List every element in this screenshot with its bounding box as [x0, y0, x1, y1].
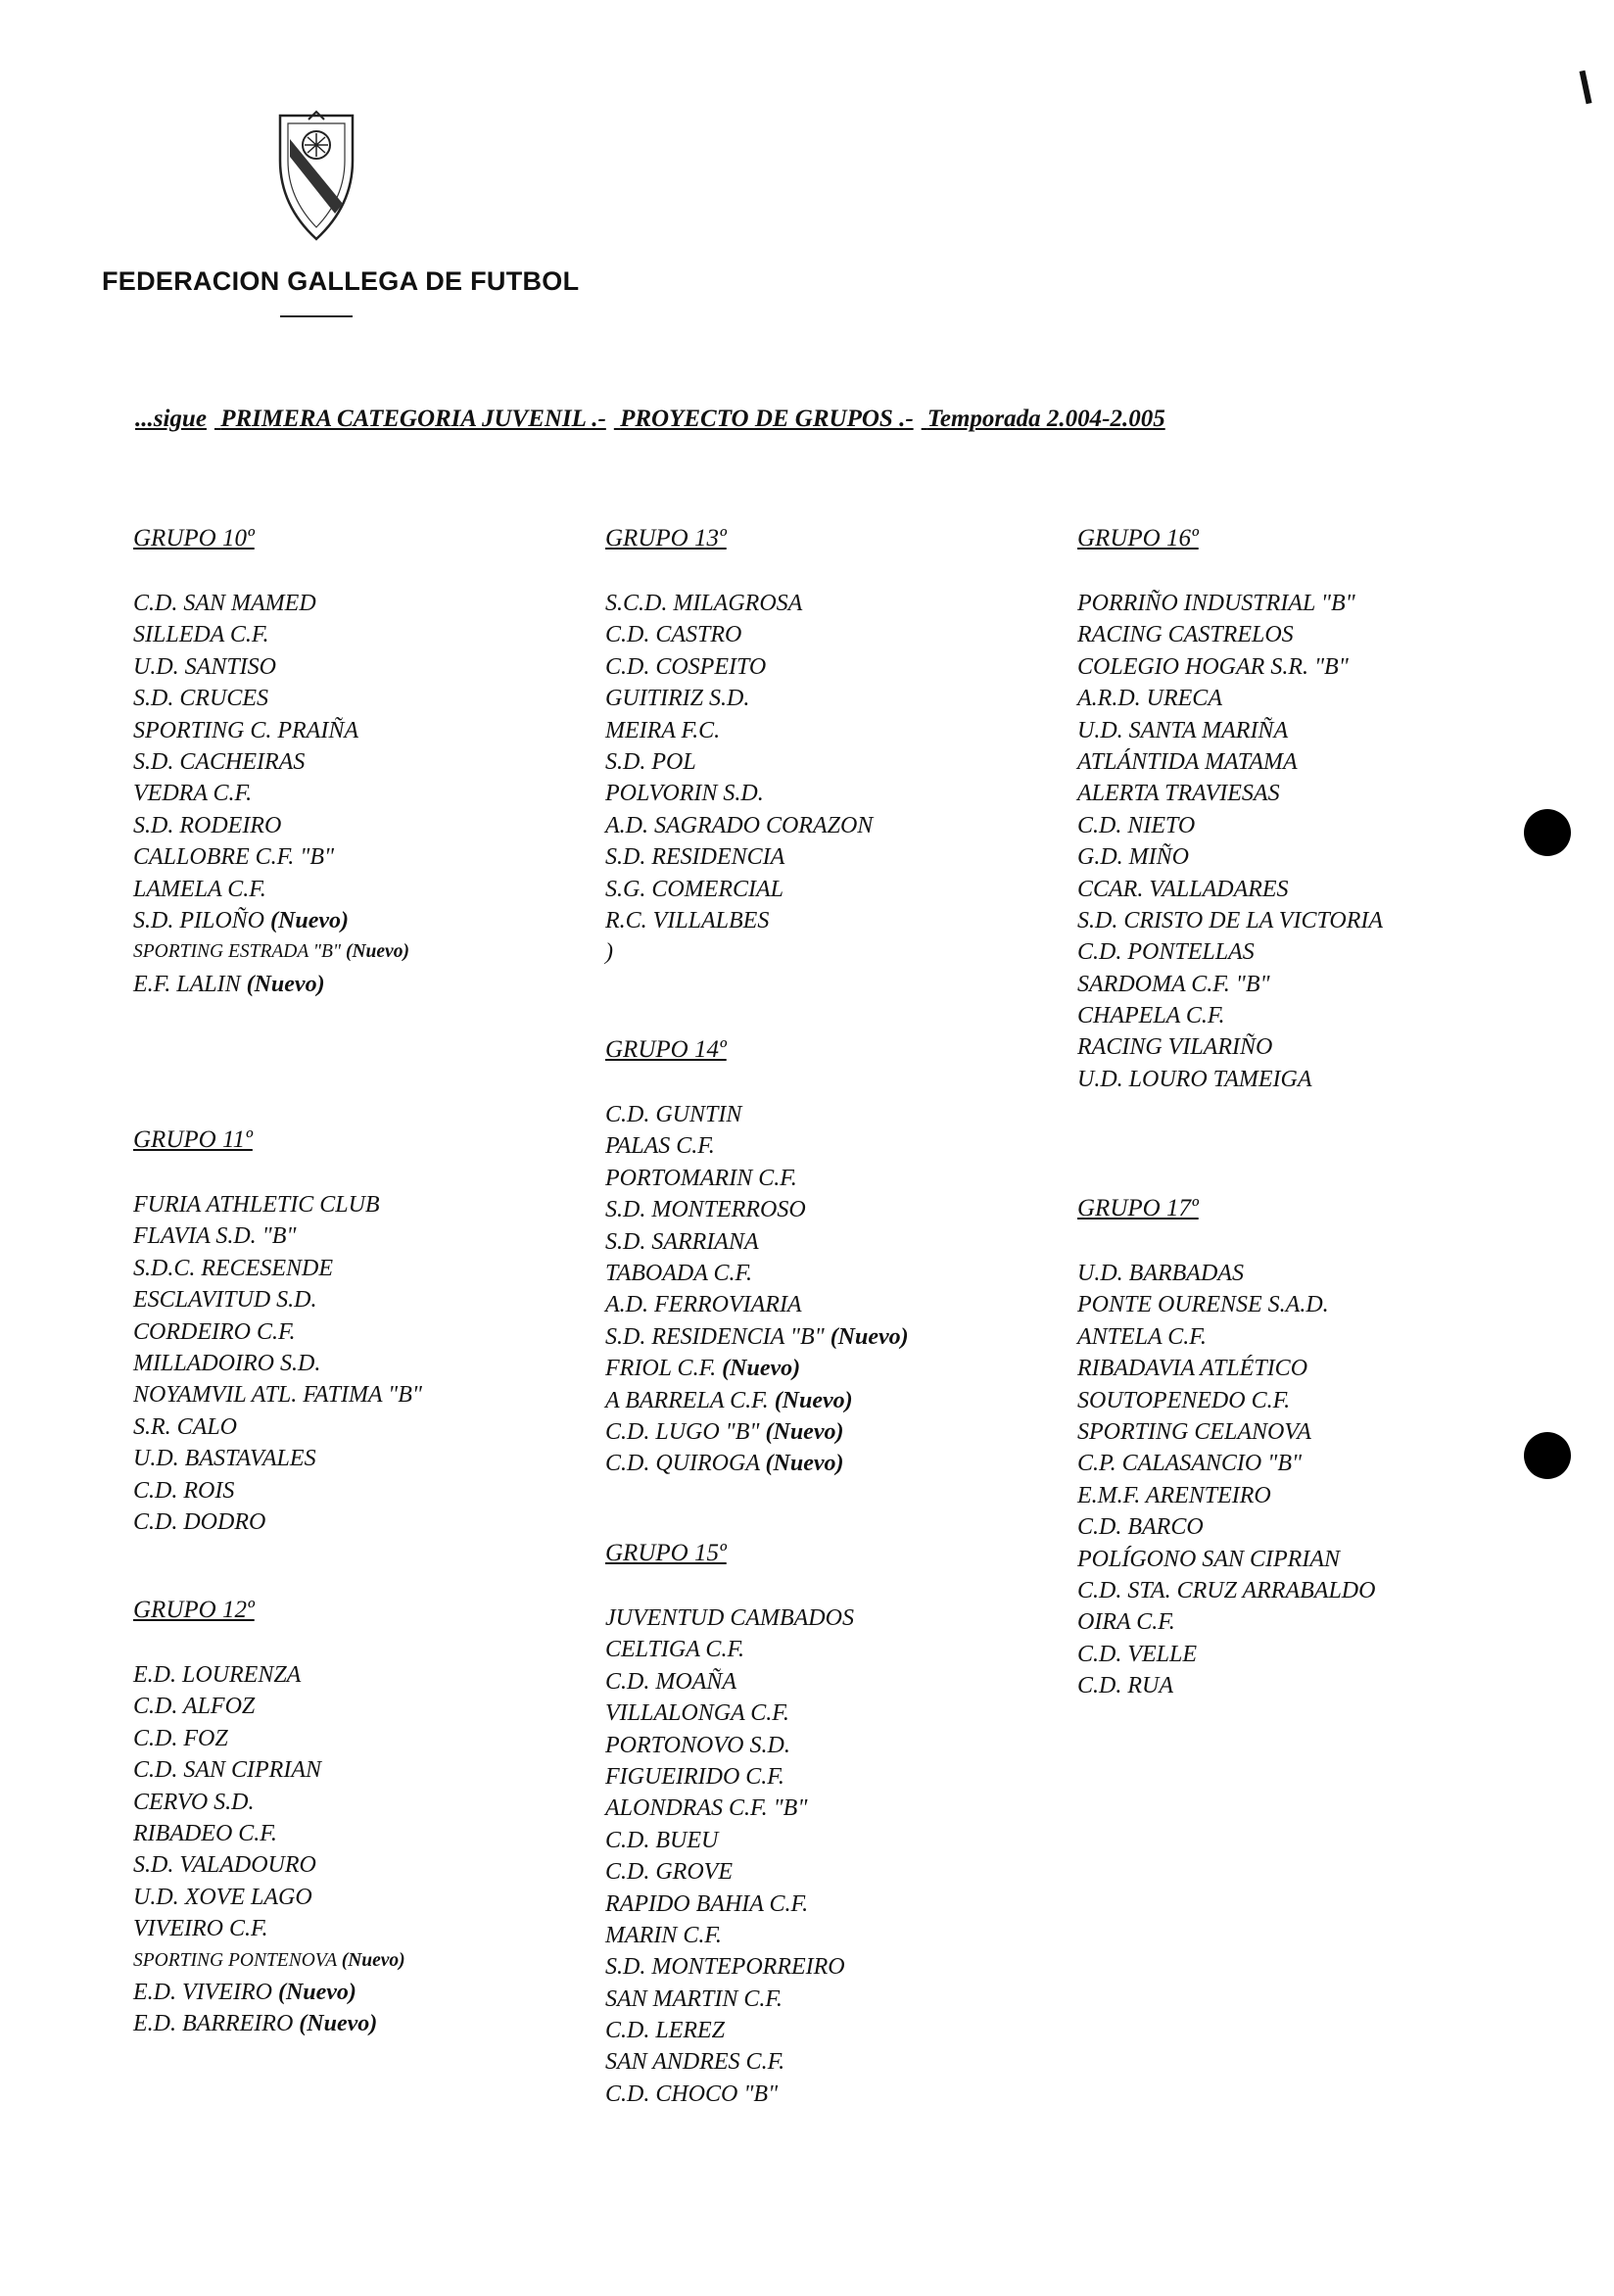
team-entry — [605, 619, 1017, 650]
team-name: PALAS C.F. — [605, 1133, 715, 1160]
team-entry — [1077, 1480, 1489, 1511]
team-entry — [1077, 1000, 1489, 1031]
team-list — [605, 588, 1017, 969]
team-entry — [605, 2015, 1017, 2046]
team-entry — [1077, 588, 1489, 619]
team-name: A.D. SAGRADO CORAZON — [605, 812, 874, 838]
team-name: S.D. RODEIRO — [133, 812, 282, 838]
team-entry — [133, 619, 545, 650]
team-name: A.D. FERROVIARIA — [605, 1292, 802, 1318]
team-name: POLÍGONO SAN CIPRIAN — [1077, 1546, 1340, 1572]
team-entry — [605, 1920, 1017, 1951]
team-name: POLVORIN S.D. — [605, 781, 764, 807]
team-entry — [1077, 1416, 1489, 1448]
team-name: S.D. SARRIANA — [605, 1228, 759, 1255]
group-section — [605, 1540, 1017, 2110]
team-name: G.D. MIÑO — [1077, 844, 1189, 871]
organization-name: FEDERACION GALLEGA DE FUTBOL — [102, 266, 580, 296]
team-name: C.D. LEREZ — [605, 2018, 726, 2044]
team-name: CCAR. VALLADARES — [1077, 876, 1289, 902]
team-entry — [1077, 1448, 1489, 1479]
team-entry — [605, 588, 1017, 619]
team-name: CHAPELA C.F. — [1077, 1003, 1225, 1029]
team-entry — [605, 874, 1017, 905]
team-name: CERVO S.D. — [133, 1789, 255, 1815]
new-team-note: (Nuevo) — [765, 1451, 844, 1477]
group-title: GRUPO 10º — [133, 525, 255, 551]
team-name: S.D. POL — [605, 748, 696, 775]
new-team-note: (Nuevo) — [341, 1949, 405, 1971]
team-name: RAPIDO BAHIA C.F. — [605, 1890, 809, 1917]
team-entry — [133, 2008, 545, 2039]
team-name: S.D.C. RECESENDE — [133, 1255, 333, 1281]
team-name: U.D. BASTAVALES — [133, 1446, 316, 1472]
group-section — [1077, 525, 1489, 1095]
new-team-note: (Nuevo) — [830, 1323, 909, 1350]
team-entry — [1077, 969, 1489, 1000]
team-name: A.R.D. URECA — [1077, 686, 1222, 712]
team-entry — [605, 841, 1017, 873]
team-entry — [1077, 778, 1489, 809]
team-name: RACING VILARIÑO — [1077, 1034, 1273, 1061]
team-name: C.D. PONTELLAS — [1077, 939, 1255, 966]
team-entry — [605, 778, 1017, 809]
team-name: RIBADEO C.F. — [133, 1820, 277, 1846]
team-entry — [605, 1666, 1017, 1698]
group-section — [133, 1597, 545, 2040]
team-name: MILLADOIRO S.D. — [133, 1350, 321, 1376]
team-name: U.D. BARBADAS — [1077, 1261, 1244, 1286]
team-entry — [133, 874, 545, 905]
new-team-note: (Nuevo) — [765, 1418, 844, 1445]
team-entry — [605, 651, 1017, 683]
team-entry — [133, 1977, 545, 2008]
team-name: C.D. ALFOZ — [133, 1694, 256, 1720]
team-name: E.D. VIVEIRO — [133, 1979, 272, 2005]
team-name: E.M.F. ARENTEIRO — [1077, 1482, 1271, 1508]
team-name: FLAVIA S.D. "B" — [133, 1223, 297, 1250]
team-name: MEIRA F.C. — [605, 717, 721, 743]
team-name: SPORTING CELANOVA — [1077, 1418, 1311, 1445]
punch-hole-mark — [1524, 809, 1571, 856]
team-name: SPORTING C. PRAIÑA — [133, 717, 358, 743]
team-entry — [605, 1951, 1017, 1983]
team-entry — [605, 1321, 1017, 1353]
team-entry — [133, 969, 545, 1000]
team-name: C.D. CASTRO — [605, 622, 742, 648]
team-name: VIVEIRO C.F. — [133, 1916, 268, 1942]
team-entry — [605, 936, 1017, 968]
team-entry — [133, 651, 545, 683]
team-entry — [605, 905, 1017, 936]
team-entry — [605, 715, 1017, 746]
team-name: PORTOMARIN C.F. — [605, 1165, 797, 1191]
team-name: MARIN C.F. — [605, 1922, 722, 1948]
heading-category: PRIMERA CATEGORIA JUVENIL .- — [220, 406, 606, 432]
group-section — [133, 1126, 545, 1538]
team-entry — [605, 1130, 1017, 1162]
team-entry — [133, 1253, 545, 1284]
team-entry — [133, 1659, 545, 1691]
team-entry — [1077, 1511, 1489, 1543]
team-entry — [1077, 841, 1489, 873]
team-entry — [1077, 1606, 1489, 1638]
team-name: S.D. CACHEIRAS — [133, 748, 306, 775]
team-entry — [605, 1226, 1017, 1258]
team-name: C.D. ROIS — [133, 1477, 235, 1504]
team-name: CALLOBRE C.F. "B" — [133, 844, 335, 871]
team-entry — [605, 1856, 1017, 1888]
team-entry — [133, 715, 545, 746]
team-entry — [605, 1448, 1017, 1479]
team-entry — [605, 1793, 1017, 1824]
team-entry — [605, 1761, 1017, 1793]
team-name: JUVENTUD CAMBADOS — [605, 1605, 854, 1631]
new-team-note: (Nuevo) — [277, 1979, 356, 2005]
team-list — [605, 1602, 1017, 2110]
scan-speck — [1580, 71, 1592, 105]
team-name: C.D. RUA — [1077, 1673, 1173, 1699]
team-name: SILLEDA C.F. — [133, 622, 269, 648]
team-entry — [133, 1284, 545, 1315]
team-entry — [133, 1787, 545, 1818]
team-entry — [133, 936, 545, 968]
team-name: S.D. MONTERROSO — [605, 1197, 806, 1223]
team-name: C.D. NIETO — [1077, 812, 1196, 838]
team-name: C.D. GROVE — [605, 1859, 733, 1886]
team-name: PORRIÑO INDUSTRIAL "B" — [1077, 591, 1355, 616]
group-title: GRUPO 17º — [1077, 1195, 1199, 1221]
team-name: GUITIRIZ S.D. — [605, 686, 750, 712]
team-entry — [1077, 1031, 1489, 1063]
team-name: SAN MARTIN C.F. — [605, 1985, 783, 2012]
team-list — [133, 1189, 545, 1538]
new-team-note: (Nuevo) — [345, 941, 409, 963]
team-entry — [133, 1475, 545, 1507]
team-name: R.C. VILLALBES — [605, 907, 770, 933]
header-rule — [280, 315, 353, 317]
team-entry — [133, 1723, 545, 1754]
team-name: C.D. QUIROGA — [605, 1451, 760, 1477]
team-name: FRIOL C.F. — [605, 1356, 717, 1382]
group-title: GRUPO 14º — [605, 1036, 727, 1063]
team-entry — [605, 1353, 1017, 1384]
team-name: S.R. CALO — [133, 1413, 238, 1440]
team-entry — [1077, 1670, 1489, 1701]
team-name: CORDEIRO C.F. — [133, 1318, 296, 1345]
team-list — [133, 588, 545, 1000]
team-entry — [1077, 1258, 1489, 1289]
new-team-note: (Nuevo) — [299, 2011, 378, 2037]
team-entry — [605, 1730, 1017, 1761]
team-list — [1077, 588, 1489, 1095]
team-name: RIBADAVIA ATLÉTICO — [1077, 1356, 1308, 1382]
team-name: OIRA C.F. — [1077, 1609, 1175, 1636]
team-entry — [605, 1698, 1017, 1729]
team-name: SOUTOPENEDO C.F. — [1077, 1387, 1291, 1413]
group-title: GRUPO 12º — [133, 1597, 255, 1623]
team-name: C.D. SAN MAMED — [133, 591, 316, 616]
team-entry — [605, 1163, 1017, 1194]
team-entry — [1077, 936, 1489, 968]
team-name: U.D. XOVE LAGO — [133, 1884, 312, 1910]
team-name: C.D. COSPEITO — [605, 653, 767, 680]
team-entry — [605, 2079, 1017, 2110]
team-name: LAMELA C.F. — [133, 876, 266, 902]
team-name: PORTONOVO S.D. — [605, 1732, 790, 1758]
team-name: S.D. RESIDENCIA "B" — [605, 1323, 825, 1350]
group-title: GRUPO 13º — [605, 525, 727, 551]
team-name: FIGUEIRIDO C.F. — [605, 1763, 784, 1790]
team-entry — [1077, 1353, 1489, 1384]
team-entry — [133, 905, 545, 936]
group-section — [133, 525, 545, 1000]
team-entry — [1077, 683, 1489, 714]
team-entry — [133, 1379, 545, 1411]
team-entry — [1077, 1544, 1489, 1575]
team-name: C.D. BUEU — [605, 1827, 719, 1853]
team-entry — [133, 1507, 545, 1538]
team-entry — [605, 1289, 1017, 1320]
team-name: C.P. CALASANCIO "B" — [1077, 1451, 1303, 1477]
team-name: C.D. MOAÑA — [605, 1668, 736, 1695]
team-entry — [133, 1348, 545, 1379]
group-title: GRUPO 15º — [605, 1540, 727, 1566]
team-name: C.D. BARCO — [1077, 1514, 1204, 1541]
team-entry — [133, 1882, 545, 1913]
team-name: FURIA ATHLETIC CLUB — [133, 1192, 380, 1218]
team-name: VILLALONGA C.F. — [605, 1700, 789, 1727]
team-name: ANTELA C.F. — [1077, 1323, 1207, 1350]
team-entry — [133, 1443, 545, 1474]
team-entry — [605, 1634, 1017, 1665]
team-name: C.D. STA. CRUZ ARRABALDO — [1077, 1577, 1376, 1603]
team-entry — [1077, 1321, 1489, 1353]
team-name: C.D. LUGO "B" — [605, 1418, 760, 1445]
team-name: SAN ANDRES C.F. — [605, 2049, 785, 2076]
new-team-note: (Nuevo) — [246, 971, 325, 997]
team-entry — [1077, 1385, 1489, 1416]
team-name: E.D. LOURENZA — [133, 1662, 302, 1688]
team-entry — [1077, 810, 1489, 841]
team-name: ALONDRAS C.F. "B" — [605, 1795, 808, 1822]
team-entry — [605, 1385, 1017, 1416]
team-entry — [133, 1691, 545, 1722]
team-entry — [605, 1889, 1017, 1920]
team-name: TABOADA C.F. — [605, 1260, 753, 1286]
team-name: C.D. DODRO — [133, 1508, 266, 1535]
team-entry — [133, 1316, 545, 1348]
team-entry — [605, 1416, 1017, 1448]
team-name: C.D. CHOCO "B" — [605, 2081, 779, 2107]
team-entry — [133, 683, 545, 714]
team-entry — [133, 588, 545, 619]
team-entry — [1077, 1575, 1489, 1606]
team-name: VEDRA C.F. — [133, 781, 253, 807]
team-entry — [1077, 874, 1489, 905]
team-name: ATLÁNTIDA MATAMA — [1077, 748, 1298, 775]
team-entry — [1077, 746, 1489, 778]
team-name: C.D. VELLE — [1077, 1641, 1198, 1667]
new-team-note: (Nuevo) — [722, 1356, 801, 1382]
team-entry — [133, 1220, 545, 1252]
team-name: S.G. COMERCIAL — [605, 876, 783, 902]
team-name: U.D. SANTA MARIÑA — [1077, 717, 1289, 743]
team-name: SPORTING ESTRADA "B" — [133, 941, 342, 963]
team-entry — [1077, 1064, 1489, 1095]
team-name: S.D. CRISTO DE LA VICTORIA — [1077, 907, 1384, 933]
team-entry — [605, 683, 1017, 714]
team-entry — [605, 746, 1017, 778]
team-entry — [133, 1818, 545, 1849]
heading-subtitle: PROYECTO DE GRUPOS .- — [620, 406, 914, 432]
team-name: ) — [605, 939, 613, 966]
group-section — [605, 525, 1017, 969]
team-entry — [133, 778, 545, 809]
team-name: C.D. GUNTIN — [605, 1102, 742, 1127]
team-name: PONTE OURENSE S.A.D. — [1077, 1292, 1329, 1318]
team-name: U.D. LOURO TAMEIGA — [1077, 1066, 1312, 1092]
team-entry — [133, 1189, 545, 1220]
team-name: COLEGIO HOGAR S.R. "B" — [1077, 653, 1349, 680]
team-name: U.D. SANTISO — [133, 653, 277, 680]
team-list — [1077, 1258, 1489, 1701]
punch-hole-mark — [1524, 1432, 1571, 1479]
group-section — [1077, 1195, 1489, 1701]
group-title: GRUPO 16º — [1077, 525, 1199, 551]
team-name: RACING CASTRELOS — [1077, 622, 1294, 648]
team-entry — [605, 1258, 1017, 1289]
team-entry — [1077, 905, 1489, 936]
team-entry — [133, 810, 545, 841]
team-name: ALERTA TRAVIESAS — [1077, 781, 1280, 807]
team-entry — [133, 1849, 545, 1881]
team-name: C.D. SAN CIPRIAN — [133, 1757, 321, 1784]
team-name: SARDOMA C.F. "B" — [1077, 971, 1270, 997]
team-name: S.D. PILOÑO — [133, 907, 265, 933]
team-entry — [605, 1099, 1017, 1130]
group-section — [605, 1036, 1017, 1480]
heading-prefix: ...sigue — [135, 406, 207, 432]
team-entry — [605, 1602, 1017, 1634]
team-name: E.F. LALIN — [133, 971, 241, 997]
team-list — [605, 1099, 1017, 1480]
team-entry — [133, 1945, 545, 1977]
team-entry — [605, 1194, 1017, 1225]
team-name: CELTIGA C.F. — [605, 1637, 745, 1663]
team-entry — [1077, 1639, 1489, 1670]
team-entry — [605, 2046, 1017, 2078]
team-list — [133, 1659, 545, 2040]
team-entry — [1077, 651, 1489, 683]
team-name: NOYAMVIL ATL. FATIMA "B" — [133, 1382, 422, 1409]
team-entry — [133, 1913, 545, 1944]
team-name: E.D. BARREIRO — [133, 2011, 294, 2037]
new-team-note: (Nuevo) — [774, 1387, 853, 1413]
team-name: ESCLAVITUD S.D. — [133, 1287, 317, 1314]
team-entry — [1077, 619, 1489, 650]
team-entry — [605, 810, 1017, 841]
team-name: S.D. VALADOURO — [133, 1852, 316, 1879]
group-title: GRUPO 11º — [133, 1126, 253, 1153]
team-name: S.D. RESIDENCIA — [605, 844, 785, 871]
team-name: A BARRELA C.F. — [605, 1387, 769, 1413]
team-name: C.D. FOZ — [133, 1725, 228, 1751]
team-name: S.C.D. MILAGROSA — [605, 591, 803, 616]
team-entry — [1077, 715, 1489, 746]
team-name: S.D. CRUCES — [133, 686, 268, 712]
team-entry — [1077, 1289, 1489, 1320]
federation-crest-logo — [276, 110, 356, 243]
team-entry — [605, 1825, 1017, 1856]
team-entry — [133, 746, 545, 778]
team-entry — [133, 1754, 545, 1786]
team-name: S.D. MONTEPORREIRO — [605, 1954, 845, 1981]
team-entry — [133, 1411, 545, 1443]
team-name: SPORTING PONTENOVA — [133, 1949, 337, 1971]
team-entry — [133, 841, 545, 873]
team-entry — [605, 1984, 1017, 2015]
heading-season: Temporada 2.004-2.005 — [926, 406, 1165, 432]
new-team-note: (Nuevo) — [270, 907, 349, 933]
page-heading — [135, 406, 1173, 433]
